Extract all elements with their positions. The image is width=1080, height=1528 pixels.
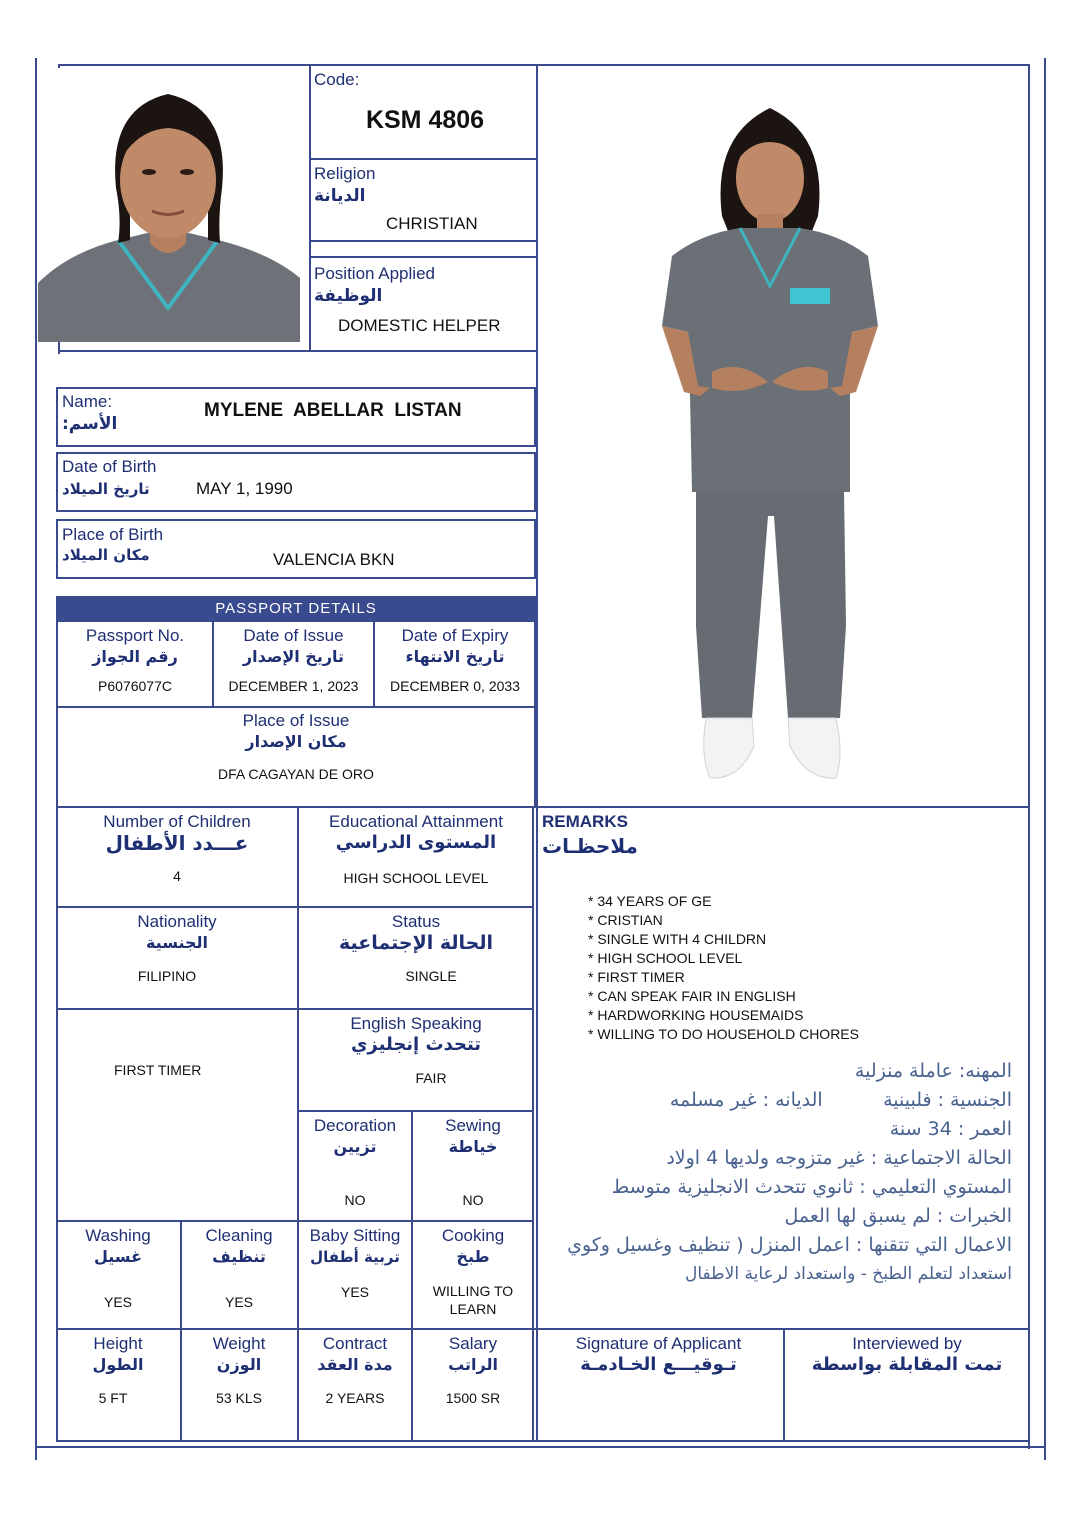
nationality-cell — [58, 912, 296, 984]
status-cell — [299, 912, 533, 984]
washing-label: Washing — [85, 1226, 151, 1245]
arabic-note-line: الحالة الاجتماعية : غير متزوجه ولديها 4 اولاد — [666, 1147, 1012, 1169]
salary-label: Salary — [448, 1334, 498, 1353]
expiry-date-value: DECEMBER 0, 2033 — [390, 678, 520, 694]
decoration-label: Decoration — [313, 1116, 397, 1135]
signature-label-arabic: تـوقيـــع الخـادمـة — [580, 1354, 737, 1375]
applicant-name: MYLENE ABELLAR LISTAN — [204, 400, 462, 421]
signature-label: Signature of Applicant — [575, 1334, 742, 1353]
religion-label-arabic: الديانة — [314, 186, 366, 206]
dob-label-arabic: تاريخ الميلاد — [62, 480, 150, 498]
children-value: 4 — [173, 868, 181, 884]
contract-value: 2 YEARS — [325, 1390, 385, 1406]
nationality-label-arabic: الجنسية — [145, 933, 209, 952]
dob-value: MAY 1, 1990 — [196, 479, 293, 498]
cooking-value: WILLING TO LEARN — [432, 1283, 514, 1317]
education-value: HIGH SCHOOL LEVEL — [343, 870, 489, 886]
interviewed-label: Interviewed by — [852, 1334, 962, 1353]
arabic-note-line: استعداد لتعلم الطبخ - واستعداد لرعاية الاطفال — [684, 1264, 1012, 1284]
children-label-arabic: عـــدد الأطفال — [105, 831, 249, 855]
status-label: Status — [391, 912, 441, 931]
contract-cell — [299, 1334, 411, 1406]
remark-item: * WILLING TO DO HOUSEHOLD CHORES — [588, 1025, 1018, 1044]
babysitting-label: Baby Sitting — [309, 1226, 401, 1245]
passport-details-header: PASSPORT DETAILS — [56, 596, 536, 622]
issue-date-label-arabic: تاريخ الإصدار — [242, 647, 345, 666]
babysitting-value: YES — [340, 1284, 369, 1300]
dob-label: Date of Birth — [62, 457, 157, 476]
decoration-cell — [299, 1116, 411, 1208]
pob-value: VALENCIA BKN — [273, 550, 395, 569]
applicant-portrait-photo — [38, 68, 300, 342]
remarks-list — [588, 892, 1018, 1044]
english-cell — [299, 1014, 533, 1086]
height-label: Height — [93, 1334, 143, 1353]
sewing-label-arabic: خياطة — [448, 1137, 498, 1156]
experience-value: FIRST TIMER — [114, 1062, 202, 1078]
arabic-note-line: المهنه: عاملة منزلية — [854, 1060, 1012, 1082]
pob-label-arabic: مكان الميلاد — [62, 546, 150, 564]
position-label: Position Applied — [314, 264, 435, 283]
babysitting-label-arabic: تربية أطفال — [310, 1248, 400, 1266]
education-label-arabic: المستوى الدراسي — [335, 832, 497, 853]
expiry-date-label-arabic: تاريخ الانتهاء — [405, 647, 505, 666]
salary-cell — [413, 1334, 533, 1406]
cleaning-cell — [182, 1226, 296, 1310]
issue-date-label: Date of Issue — [243, 626, 344, 645]
remark-item: * HARDWORKING HOUSEMAIDS — [588, 1006, 1018, 1025]
status-value: SINGLE — [405, 968, 457, 984]
interviewed-cell — [787, 1334, 1027, 1376]
applicant-code: KSM 4806 — [365, 106, 485, 134]
remark-item: * SINGLE WITH 4 CHILDRN — [588, 930, 1018, 949]
remark-item: * CRISTIAN — [588, 911, 1018, 930]
signature-cell — [536, 1334, 781, 1376]
arabic-note-line: العمر : 34 سنة — [889, 1118, 1012, 1140]
issue-date-cell — [214, 626, 373, 694]
place-of-issue-value: DFA CAGAYAN DE ORO — [218, 766, 374, 782]
washing-value: YES — [103, 1294, 132, 1310]
decoration-label-arabic: تزيين — [333, 1137, 377, 1156]
remarks-label: REMARKS — [542, 812, 628, 831]
passport-number-value: P6076077C — [98, 678, 172, 694]
salary-label-arabic: الراتب — [448, 1355, 498, 1374]
height-value: 5 FT — [98, 1390, 128, 1406]
issue-date-value: DECEMBER 1, 2023 — [228, 678, 359, 694]
position-value: DOMESTIC HELPER — [338, 316, 501, 335]
expiry-date-label: Date of Expiry — [401, 626, 509, 645]
arabic-note-line: المستوي التعليمي : ثانوي تتحدث الانجليزية متوسط — [611, 1176, 1012, 1198]
babysitting-cell — [299, 1226, 411, 1300]
pob-label: Place of Birth — [62, 525, 164, 544]
arabic-note-line: الاعمال التي تتقنها : اعمل المنزل ( تنظيف وغسيل وكوي — [567, 1234, 1012, 1256]
arabic-note-line: الجنسية : فلبينية الديانه : غير مسلمه — [669, 1089, 1012, 1111]
nationality-value: FILIPINO — [137, 968, 197, 984]
education-label: Educational Attainment — [329, 812, 503, 831]
decoration-value: NO — [344, 1192, 366, 1208]
arabic-note-line: الخبرات : لم يسبق لها العمل — [784, 1205, 1012, 1227]
cooking-label-arabic: طبخ — [456, 1247, 490, 1266]
name-label: Name: — [62, 392, 113, 411]
place-of-issue-cell — [58, 711, 534, 753]
interviewed-label-arabic: تمت المقابلة بواسطة — [811, 1354, 1003, 1375]
status-label-arabic: الحالة الإجتماعية — [339, 932, 493, 954]
remark-item: * FIRST TIMER — [588, 968, 1018, 987]
children-label: Number of Children — [103, 812, 251, 831]
contract-label: Contract — [322, 1334, 388, 1353]
sewing-cell — [413, 1116, 533, 1208]
remarks-label-arabic: ملاحظـات — [542, 834, 638, 858]
name-label-arabic: الأسم: — [62, 414, 118, 434]
passport-number-cell — [58, 626, 212, 694]
height-label-arabic: الطول — [92, 1355, 144, 1374]
nationality-label: Nationality — [137, 912, 217, 931]
weight-label: Weight — [212, 1334, 266, 1353]
applicant-full-body-photo — [640, 96, 900, 786]
cooking-cell — [413, 1226, 533, 1318]
remark-item: * CAN SPEAK FAIR IN ENGLISH — [588, 987, 1018, 1006]
position-label-arabic: الوظيفة — [314, 286, 383, 306]
english-label: English Speaking — [350, 1014, 482, 1033]
weight-value: 53 KLS — [216, 1390, 262, 1406]
weight-label-arabic: الوزن — [216, 1355, 262, 1374]
height-cell — [58, 1334, 178, 1406]
contract-label-arabic: مدة العقد — [317, 1355, 393, 1374]
children-cell — [58, 812, 296, 884]
sewing-label: Sewing — [445, 1116, 501, 1135]
weight-cell — [182, 1334, 296, 1406]
washing-cell — [58, 1226, 178, 1310]
washing-label-arabic: غسيل — [93, 1247, 143, 1266]
passport-number-label: Passport No. — [85, 626, 185, 645]
sewing-value: NO — [462, 1192, 484, 1208]
passport-number-label-arabic: رقم الجواز — [92, 647, 178, 666]
cleaning-label-arabic: تنظيف — [212, 1247, 266, 1266]
education-cell — [299, 812, 533, 886]
religion-label: Religion — [314, 164, 376, 183]
place-of-issue-label-arabic: مكان الإصدار — [245, 732, 347, 751]
salary-value: 1500 SR — [445, 1390, 501, 1406]
religion-value: CHRISTIAN — [386, 214, 478, 233]
english-value: FAIR — [415, 1070, 447, 1086]
cleaning-label: Cleaning — [205, 1226, 273, 1245]
code-label: Code: — [314, 70, 360, 89]
cleaning-value: YES — [224, 1294, 253, 1310]
cooking-label: Cooking — [441, 1226, 505, 1245]
expiry-date-cell — [375, 626, 535, 694]
english-label-arabic: تتحدث إنجليزي — [350, 1034, 482, 1055]
place-of-issue-label: Place of Issue — [242, 711, 350, 730]
remark-item: * HIGH SCHOOL LEVEL — [588, 949, 1018, 968]
remark-item: * 34 YEARS OF GE — [588, 892, 1018, 911]
